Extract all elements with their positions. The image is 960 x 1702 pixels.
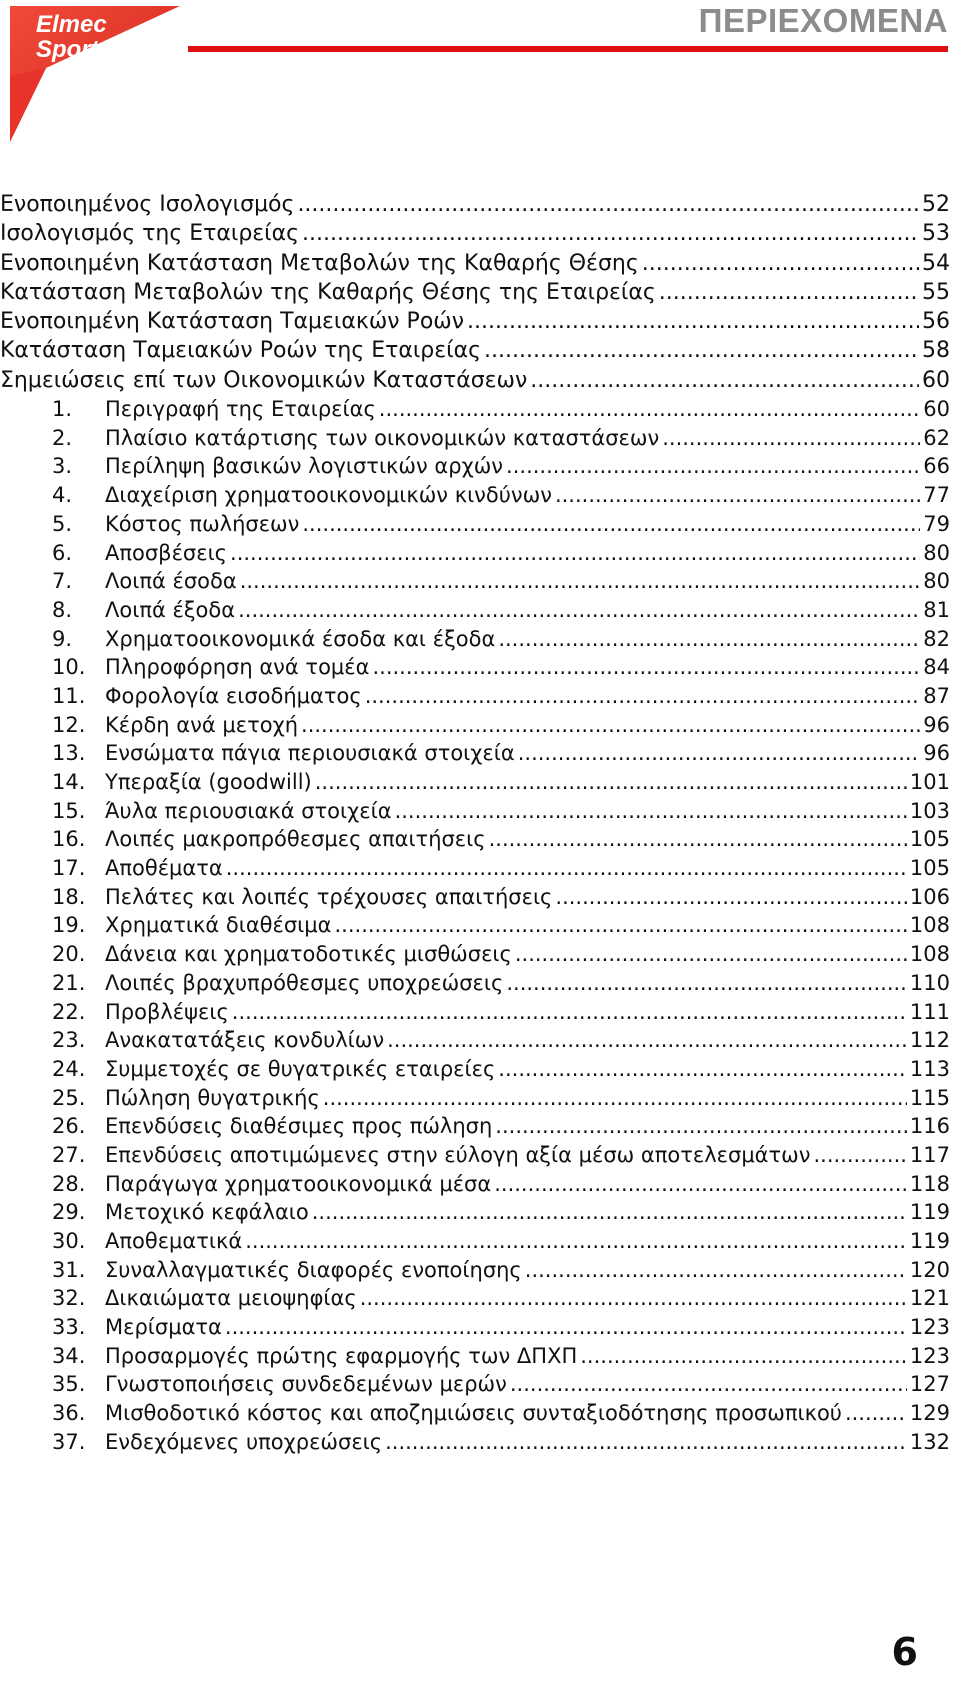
toc-entry-number: 33. (52, 1315, 86, 1340)
toc-entry-page: 82 (923, 626, 950, 651)
toc-entry[interactable] (0, 366, 950, 395)
dot-leader (484, 336, 919, 365)
toc-entry-number: 19. (52, 913, 86, 938)
dot-leader (365, 682, 921, 711)
dot-leader (302, 219, 919, 248)
toc-entry-page: 96 (923, 741, 950, 766)
toc-entry[interactable] (0, 797, 950, 826)
dot-leader (395, 797, 907, 826)
toc-entry-title: Ενοποιημένη Κατάσταση Μεταβολών της Καθαρής Θέσης (0, 250, 639, 276)
toc-entry[interactable] (0, 1198, 950, 1227)
toc-entry-page: 105 (909, 856, 950, 881)
dot-leader (530, 366, 919, 395)
toc-entry[interactable] (0, 825, 950, 854)
toc-entry-title: Αποθέματα (105, 856, 223, 881)
dot-leader (580, 1342, 907, 1371)
toc-entry-page: 52 (922, 192, 950, 217)
toc-entry-number: 26. (52, 1114, 86, 1139)
logo-text-line1: Elmec (36, 11, 107, 38)
toc-entry-title: Πελάτες και λοιπές τρέχουσες απαιτήσεις (105, 884, 553, 909)
toc-entry[interactable] (0, 1399, 950, 1428)
toc-entry-page: 129 (909, 1401, 950, 1426)
toc-entry-title: Περιγραφή της Εταιρείας (105, 397, 376, 422)
toc-entry[interactable] (0, 395, 950, 424)
toc-entry-title: Χρηματικά διαθέσιμα (105, 913, 332, 938)
toc-entry-page: 113 (909, 1056, 950, 1081)
toc-entry-number: 18. (52, 884, 86, 909)
dot-leader (387, 1026, 907, 1055)
toc-entry-page: 77 (923, 483, 950, 508)
toc-entry-number: 24. (52, 1056, 86, 1081)
toc-entry-number: 15. (52, 798, 86, 823)
toc-entry[interactable] (0, 278, 950, 307)
logo-graphic (6, 6, 180, 142)
toc-entry[interactable] (0, 567, 950, 596)
toc-entry-title: Λοιπές βραχυπρόθεσμες υποχρεώσεις (105, 970, 504, 995)
dot-leader (515, 940, 907, 969)
toc-entry-title: Υπεραξία (goodwill) (105, 770, 312, 795)
toc-entry-number: 22. (52, 999, 86, 1024)
toc-entry-title: Πλαίσιο κατάρτισης των οικονομικών καταστάσεων (105, 425, 660, 450)
dot-leader (372, 653, 920, 682)
toc-entry[interactable] (0, 1141, 950, 1170)
toc-entry-number: 4. (52, 483, 73, 508)
toc-entry-title: Μετοχικό κεφάλαιο (105, 1200, 309, 1225)
toc-entry-page: 106 (909, 884, 950, 909)
toc-entry-title: Επενδύσεις αποτιμώμενες στην εύλογη αξία μέσω αποτελεσμάτων (105, 1142, 811, 1167)
toc-entry-title: Άυλα περιουσιακά στοιχεία (105, 798, 392, 823)
toc-entry-title: Κόστος πωλήσεων (105, 511, 300, 536)
dot-leader (385, 1428, 907, 1457)
toc-entry-title: Προσαρμογές πρώτης εφαρμογής των ΔΠΧΠ (105, 1343, 578, 1368)
toc-entry-page: 132 (909, 1429, 950, 1454)
toc-entry-page: 123 (909, 1343, 950, 1368)
toc-entry-number: 32. (52, 1286, 86, 1311)
toc-entry-title: Ενοποιημένος Ισολογισμός (0, 192, 295, 217)
toc-entry-title: Μισθοδοτικό κόστος και αποζημιώσεις συνταξιοδότησης προσωπικού (105, 1401, 842, 1426)
toc-entry-title: Πώληση θυγατρικής (105, 1085, 320, 1110)
toc-entry-number: 20. (52, 942, 86, 967)
toc-entry-title: Αποσβέσεις (105, 540, 228, 565)
toc-entry-page: 110 (909, 970, 950, 995)
toc-entry[interactable] (0, 653, 950, 682)
toc-entry-page: 87 (923, 683, 950, 708)
dot-leader (489, 825, 907, 854)
toc-entry-title: Συναλλαγματικές διαφορές ενοποίησης (105, 1257, 522, 1282)
toc-entry-number: 34. (52, 1343, 86, 1368)
toc-entry-title: Προβλέψεις (105, 999, 229, 1024)
dot-leader (312, 1198, 907, 1227)
toc-entry[interactable] (0, 1342, 950, 1371)
toc-entry-title: Ισολογισμός της Εταιρείας (0, 221, 300, 247)
dot-leader (301, 711, 920, 740)
toc-entry[interactable] (0, 424, 950, 453)
logo-text-line2: Sport (36, 36, 99, 63)
toc-entry-page: 79 (923, 511, 950, 536)
dot-leader (498, 625, 920, 654)
toc-entry-title: Μερίσματα (105, 1315, 222, 1340)
toc-entry[interactable] (0, 1084, 950, 1113)
toc-entry-title: Ενσώματα πάγια περιουσιακά στοιχεία (105, 741, 515, 766)
toc-entry[interactable] (0, 539, 950, 568)
toc-entry-number: 16. (52, 827, 86, 852)
toc-entry[interactable] (0, 190, 950, 219)
toc-entry-number: 6. (52, 540, 73, 565)
toc-entry-number: 2. (52, 425, 73, 450)
elmec-sport-logo (6, 6, 180, 142)
toc-entry-page: 80 (923, 540, 950, 565)
dot-leader (302, 510, 920, 539)
toc-entry-title: Ενοποιημένη Κατάσταση Ταμειακών Ροών (0, 309, 464, 335)
dot-leader (518, 739, 921, 768)
toc-entry[interactable] (0, 854, 950, 883)
toc-entry-title: Επενδύσεις διαθέσιμες προς πώληση (105, 1114, 493, 1139)
toc-entry-page: 58 (922, 338, 950, 364)
dot-leader (467, 307, 919, 336)
page-header-title: ΠΕΡΙΕΧΟΜΕΝΑ (698, 2, 948, 39)
toc-entry[interactable] (0, 682, 950, 711)
dot-leader (525, 1256, 907, 1285)
toc-entry-title: Διαχείριση χρηματοοικονομικών κινδύνων (105, 483, 552, 508)
toc-entry-number: 14. (52, 770, 86, 795)
toc-entry-page: 56 (922, 309, 950, 335)
toc-entry[interactable] (0, 1227, 950, 1256)
toc-entry[interactable] (0, 336, 950, 365)
toc-entry-page: 121 (909, 1286, 950, 1311)
toc-entry-page: 115 (909, 1085, 950, 1110)
toc-entry[interactable] (0, 1313, 950, 1342)
toc-entry-number: 36. (52, 1401, 86, 1426)
toc-entry[interactable] (0, 1055, 950, 1084)
dot-leader (360, 1284, 907, 1313)
toc-entry-page: 118 (909, 1171, 950, 1196)
toc-entry-number: 8. (52, 597, 73, 622)
dot-leader (226, 854, 907, 883)
toc-entry[interactable] (0, 219, 950, 248)
toc-entry-number: 7. (52, 569, 73, 594)
toc-entry-page: 62 (923, 425, 950, 450)
table-of-contents (0, 190, 950, 1457)
toc-entry-title: Πληροφόρηση ανά τομέα (105, 655, 370, 680)
dot-leader (845, 1399, 907, 1428)
toc-entry-page: 96 (923, 712, 950, 737)
dot-leader (659, 278, 919, 307)
toc-entry[interactable] (0, 768, 950, 797)
dot-leader (555, 883, 907, 912)
dot-leader (240, 567, 921, 596)
toc-entry[interactable] (0, 998, 950, 1027)
toc-entry-page: 80 (923, 569, 950, 594)
dot-leader (494, 1170, 907, 1199)
dot-leader (495, 1112, 907, 1141)
toc-entry[interactable] (0, 711, 950, 740)
page-number: 6 (891, 1630, 918, 1674)
toc-entry-page: 117 (909, 1142, 950, 1167)
toc-entry[interactable] (0, 510, 950, 539)
toc-entry[interactable] (0, 596, 950, 625)
toc-entry-page: 60 (922, 367, 950, 393)
toc-entry-page: 103 (909, 798, 950, 823)
toc-entry-number: 9. (52, 626, 73, 651)
toc-entry-title: Κέρδη ανά μετοχή (105, 712, 299, 737)
dot-leader (245, 1227, 907, 1256)
header-rule (188, 46, 948, 52)
toc-entry[interactable] (0, 1026, 950, 1055)
dot-leader (230, 539, 920, 568)
dot-leader (506, 452, 920, 481)
toc-entry[interactable] (0, 911, 950, 940)
toc-entry[interactable] (0, 1284, 950, 1313)
toc-entry-title: Λοιπές μακροπρόθεσμες απαιτήσεις (105, 827, 486, 852)
toc-entry-page: 81 (923, 597, 950, 622)
toc-entry[interactable] (0, 969, 950, 998)
toc-entry[interactable] (0, 452, 950, 481)
toc-entry-title: Λοιπά έξοδα (105, 597, 236, 622)
toc-entry[interactable] (0, 625, 950, 654)
toc-entry-number: 25. (52, 1085, 86, 1110)
toc-entry-title: Δάνεια και χρηματοδοτικές μισθώσεις (105, 942, 512, 967)
toc-entry-number: 1. (52, 397, 73, 422)
toc-entry[interactable] (0, 1170, 950, 1199)
toc-entry-page: 55 (922, 279, 950, 305)
dot-leader (335, 911, 907, 940)
toc-entry-title: Αποθεματικά (105, 1229, 243, 1254)
toc-entry[interactable] (0, 1112, 950, 1141)
toc-entry-page: 112 (909, 1028, 950, 1053)
toc-entry-title: Κατάσταση Ταμειακών Ροών της Εταιρείας (0, 338, 482, 364)
toc-entry-title: Γνωστοποιήσεις συνδεδεμένων μερών (105, 1372, 507, 1397)
toc-entry-page: 101 (909, 770, 950, 795)
toc-entry[interactable] (0, 940, 950, 969)
toc-entry-number: 35. (52, 1372, 86, 1397)
toc-entry-page: 116 (909, 1114, 950, 1139)
toc-entry-number: 31. (52, 1257, 86, 1282)
toc-entry-page: 119 (909, 1229, 950, 1254)
toc-entry-page: 123 (909, 1315, 950, 1340)
dot-leader (297, 190, 919, 219)
toc-entry-number: 12. (52, 712, 86, 737)
toc-entry-page: 119 (909, 1200, 950, 1225)
toc-entry[interactable] (0, 1428, 950, 1457)
toc-entry-title: Συμμετοχές σε θυγατρικές εταιρείες (105, 1056, 496, 1081)
toc-entry-title: Δικαιώματα μειοψηφίας (105, 1286, 357, 1311)
dot-leader (379, 395, 920, 424)
toc-entry[interactable] (0, 883, 950, 912)
toc-entry-page: 105 (909, 827, 950, 852)
toc-entry-title: Παράγωγα χρηματοοικονομικά μέσα (105, 1171, 492, 1196)
dot-leader (510, 1370, 907, 1399)
dot-leader (498, 1055, 907, 1084)
toc-entry-number: 27. (52, 1142, 86, 1167)
toc-entry-number: 28. (52, 1171, 86, 1196)
toc-entry-page: 108 (909, 942, 950, 967)
toc-entry[interactable] (0, 307, 950, 336)
toc-entry-page: 66 (923, 454, 950, 479)
toc-entry-title: Χρηματοοικονομικά έσοδα και έξοδα (105, 626, 496, 651)
dot-leader (232, 998, 907, 1027)
toc-entry[interactable] (0, 739, 950, 768)
toc-entry-page: 111 (909, 999, 950, 1024)
toc-entry-number: 30. (52, 1229, 86, 1254)
toc-entry-number: 17. (52, 856, 86, 881)
toc-entry-page: 127 (909, 1372, 950, 1397)
toc-entry-page: 84 (923, 655, 950, 680)
toc-entry-title: Ανακατατάξεις κονδυλίων (105, 1028, 385, 1053)
toc-entry-page: 54 (922, 250, 950, 276)
dot-leader (555, 481, 920, 510)
toc-entry-page: 108 (909, 913, 950, 938)
toc-entry[interactable] (0, 249, 950, 278)
toc-entry[interactable] (0, 1256, 950, 1285)
toc-entry-page: 120 (909, 1257, 950, 1282)
toc-entry-number: 37. (52, 1429, 86, 1454)
toc-entry-title: Σημειώσεις επί των Οικονομικών Καταστάσεων (0, 367, 528, 393)
dot-leader (662, 424, 920, 453)
toc-entry-title: Ενδεχόμενες υποχρεώσεις (105, 1429, 383, 1454)
dot-leader (225, 1313, 907, 1342)
toc-entry-number: 13. (52, 741, 86, 766)
toc-entry-number: 21. (52, 970, 86, 995)
dot-leader (642, 249, 919, 278)
toc-entry-page: 60 (923, 397, 950, 422)
dot-leader (315, 768, 907, 797)
toc-entry-number: 3. (52, 454, 73, 479)
toc-entry-title: Κατάσταση Μεταβολών της Καθαρής Θέσης της Εταιρείας (0, 279, 656, 305)
toc-entry[interactable] (0, 1370, 950, 1399)
dot-leader (813, 1141, 906, 1170)
toc-entry-page: 53 (922, 221, 950, 247)
dot-leader (238, 596, 920, 625)
toc-entry-title: Λοιπά έσοδα (105, 569, 237, 594)
dot-leader (323, 1084, 907, 1113)
toc-entry-number: 23. (52, 1028, 86, 1053)
toc-entry-number: 10. (52, 655, 86, 680)
toc-entry-number: 11. (52, 683, 86, 708)
toc-entry-number: 29. (52, 1200, 86, 1225)
toc-entry[interactable] (0, 481, 950, 510)
dot-leader (506, 969, 907, 998)
toc-entry-title: Φορολογία εισοδήματος (105, 683, 362, 708)
toc-entry-title: Περίληψη βασικών λογιστικών αρχών (105, 454, 504, 479)
toc-entry-number: 5. (52, 511, 73, 536)
